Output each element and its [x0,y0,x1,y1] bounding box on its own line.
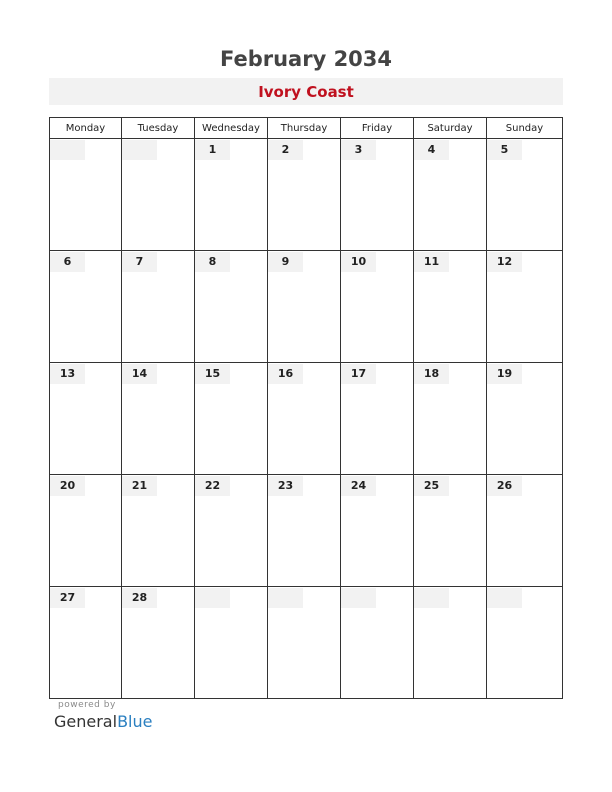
week-row-5 [50,587,563,699]
day-cell [487,587,563,699]
day-cell [122,363,195,475]
day-cell [122,139,195,251]
day-number: 15 [195,364,230,384]
weekday-header-row [50,118,563,139]
weekday-monday: Monday [50,118,122,139]
day-number: 25 [414,476,449,496]
day-number [268,588,303,608]
day-number [195,588,230,608]
day-number: 13 [50,364,85,384]
day-number [487,588,522,608]
day-cell [414,139,487,251]
day-number: 17 [341,364,376,384]
day-number: 11 [414,252,449,272]
day-cell [414,251,487,363]
calendar-grid [49,117,563,699]
day-cell [268,475,341,587]
day-number [341,588,376,608]
day-cell [122,251,195,363]
week-row-1 [50,139,563,251]
weekday-saturday: Saturday [414,118,487,139]
day-number: 3 [341,140,376,160]
day-number: 2 [268,140,303,160]
brand-logo[interactable] [54,712,152,731]
day-number: 12 [487,252,522,272]
day-cell [195,475,268,587]
day-number [122,140,157,160]
day-number: 24 [341,476,376,496]
day-cell [195,587,268,699]
weekday-thursday: Thursday [268,118,341,139]
day-number: 1 [195,140,230,160]
day-number: 20 [50,476,85,496]
day-cell [122,475,195,587]
day-cell [195,363,268,475]
week-row-3 [50,363,563,475]
day-number: 8 [195,252,230,272]
powered-by-label: powered by [58,700,116,710]
day-cell [487,251,563,363]
day-number: 9 [268,252,303,272]
day-number: 16 [268,364,303,384]
day-number: 14 [122,364,157,384]
day-cell [195,139,268,251]
day-number [414,588,449,608]
page-title: February 2034 [219,47,393,71]
day-number: 19 [487,364,522,384]
weekday-tuesday: Tuesday [122,118,195,139]
week-row-2 [50,251,563,363]
day-cell [487,139,563,251]
day-cell [268,251,341,363]
day-cell [341,251,414,363]
day-number: 22 [195,476,230,496]
day-number: 7 [122,252,157,272]
day-cell [268,139,341,251]
brand-blue: Blue [117,712,153,731]
day-number: 6 [50,252,85,272]
day-cell [268,587,341,699]
day-cell [50,251,122,363]
day-cell [341,475,414,587]
day-cell [487,363,563,475]
weekday-friday: Friday [341,118,414,139]
day-number: 4 [414,140,449,160]
day-cell [268,363,341,475]
day-cell [50,587,122,699]
day-cell [414,587,487,699]
country-name: Ivory Coast [258,83,354,101]
week-row-4 [50,475,563,587]
day-number [50,140,85,160]
day-cell [341,587,414,699]
weekday-sunday: Sunday [487,118,563,139]
day-cell [414,475,487,587]
day-number: 18 [414,364,449,384]
day-cell [50,475,122,587]
day-cell [341,363,414,475]
day-cell [50,139,122,251]
brand-general: General [54,712,118,731]
day-cell [122,587,195,699]
day-cell [487,475,563,587]
day-number: 23 [268,476,303,496]
day-cell [341,139,414,251]
day-cell [50,363,122,475]
day-cell [414,363,487,475]
weekday-wednesday: Wednesday [195,118,268,139]
day-number: 21 [122,476,157,496]
country-banner [49,78,563,105]
day-number: 27 [50,588,85,608]
day-number: 10 [341,252,376,272]
day-cell [195,251,268,363]
day-number: 5 [487,140,522,160]
day-number: 26 [487,476,522,496]
day-number: 28 [122,588,157,608]
